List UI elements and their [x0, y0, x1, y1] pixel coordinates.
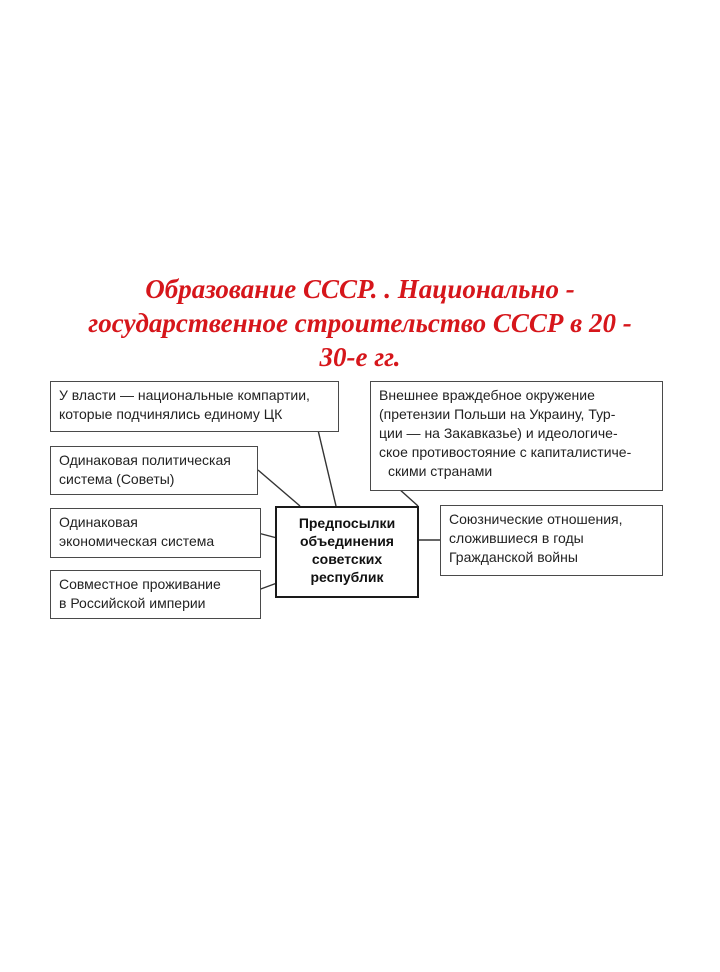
right-box-2-line-2: сложившиеся в годы	[449, 530, 584, 546]
right-box-1-line-1: Внешнее враждебное окружение	[379, 387, 595, 403]
center-line-1: Предпосылки	[298, 515, 396, 531]
title-line-1: Образование СССР. . Национально -	[145, 274, 575, 304]
center-box-prerequisites	[275, 506, 419, 598]
left-box-4-line-2: в Российской империи	[59, 595, 206, 611]
right-box-hostile-environment	[370, 381, 663, 491]
right-box-2-line-1: Союзнические отношения,	[449, 511, 623, 527]
connector-left-1	[318, 430, 336, 506]
center-line-3: советских	[311, 551, 383, 567]
connector-left-2	[258, 470, 300, 506]
left-box-1-line-1: У власти — национальные компартии,	[59, 387, 310, 403]
left-box-4-line-1: Совместное проживание	[59, 576, 221, 592]
right-box-2-line-3: Гражданской войны	[449, 549, 578, 565]
left-box-russian-empire	[50, 570, 261, 619]
title-line-3: 30-е гг.	[319, 342, 401, 372]
center-line-2: объединения	[300, 533, 394, 549]
left-box-3-line-2: экономическая система	[59, 533, 215, 549]
left-box-2-line-1: Одинаковая политическая	[59, 452, 231, 468]
left-box-1-line-2: которые подчинялись единому ЦК	[59, 406, 283, 422]
left-box-political-system	[50, 446, 258, 495]
right-box-allied-relations	[440, 505, 663, 576]
right-box-1-line-2: (претензии Польши на Украину, Тур-	[379, 406, 616, 422]
right-box-1-line-5: скими странами	[388, 463, 493, 479]
center-line-4: республик	[310, 569, 384, 585]
left-box-2-line-2: система (Советы)	[59, 471, 175, 487]
left-box-3-line-1: Одинаковая	[59, 514, 138, 530]
left-box-economic-system	[50, 508, 261, 558]
right-box-1-line-3: ции — на Закавказье) и идеологиче-	[379, 425, 618, 441]
title-line-2: государственное строительство СССР в 20 -	[88, 308, 632, 338]
right-box-1-line-4: ское противостояние с капиталистиче-	[379, 444, 632, 460]
left-box-communist-parties	[50, 381, 339, 432]
